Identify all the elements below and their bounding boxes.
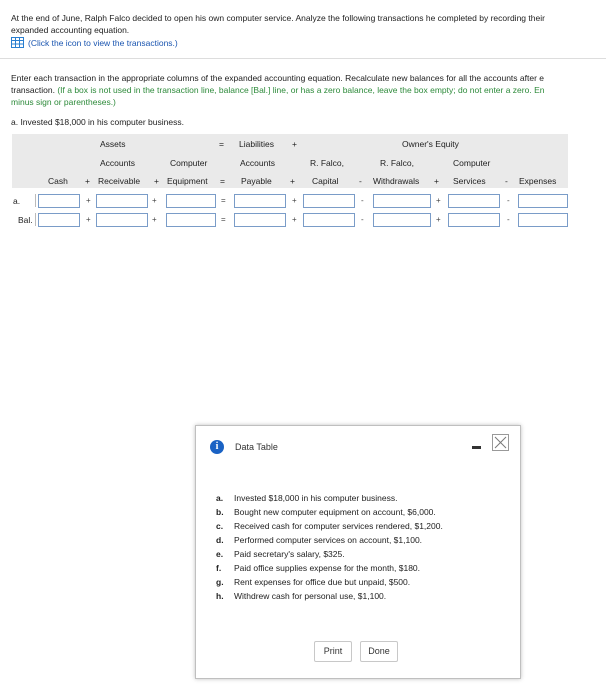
op-equals: = [220,176,225,186]
intro-line-1: At the end of June, Ralph Falco decided to open his own computer service. Analyze the following transactions he completed by recording their [11,13,545,23]
col-top-services: Computer [453,158,491,168]
withdrawals-input-bal[interactable] [373,213,431,227]
item-text: Bought new computer equipment on account, $6,000. [234,507,436,517]
intro-line-2: expanded accounting equation. [11,25,130,35]
list-item [216,492,506,504]
op-plus: + [85,176,90,186]
op-equals: = [221,196,226,205]
col-capital: Capital [312,176,339,186]
col-top-accounts-receivable: Accounts [100,158,135,168]
list-item [216,520,449,532]
col-top-withdrawals: R. Falco, [380,158,415,168]
assets-header: Assets [100,139,126,149]
plus-sign: + [292,139,297,149]
divider [35,194,36,207]
op-plus: + [152,196,157,205]
dialog-title: Data Table [235,442,278,452]
col-accounts-payable: Payable [241,176,272,186]
services-input-a[interactable] [448,194,500,208]
equals-sign: = [219,139,224,149]
instructions-line-2: transaction. [11,85,58,95]
item-key: g. [216,577,224,587]
capital-input-bal[interactable] [303,213,355,227]
op-minus: - [507,196,510,205]
data-table-dialog [195,425,521,679]
done-button[interactable]: Done [360,641,398,662]
info-icon: i [210,440,224,454]
instructions [11,72,606,108]
op-plus: + [436,215,441,224]
op-minus: - [507,215,510,224]
item-text: Withdrew cash for personal use, $1,100. [234,591,387,601]
receivable-input-a[interactable] [96,194,148,208]
item-key: e. [216,549,224,559]
col-top-capital: R. Falco, [310,158,345,168]
divider [0,58,606,59]
op-minus: - [361,196,364,205]
close-icon [493,435,508,450]
expenses-input-a[interactable] [518,194,568,208]
withdrawals-input-a[interactable] [373,194,431,208]
services-input-bal[interactable] [448,213,500,227]
col-computer-equipment: Equipment [167,176,208,186]
col-withdrawals: Withdrawals [373,176,420,186]
list-item [216,562,506,574]
capital-input-a[interactable] [303,194,355,208]
op-plus: + [290,176,295,186]
op-plus: + [86,215,91,224]
equation-table-header [12,134,568,188]
op-equals: = [221,215,226,224]
op-plus: + [154,176,159,186]
op-plus: + [292,196,297,205]
item-key: c. [216,521,224,531]
table-row-balance [0,212,606,228]
transactions-link-text[interactable]: (Click the icon to view the transactions.) [28,37,178,48]
item-key: h. [216,591,224,601]
equipment-input-a[interactable] [166,194,216,208]
owners-equity-header: Owner's Equity [402,139,459,149]
col-cash: Cash [48,176,68,186]
item-key: f. [216,563,222,573]
item-text: Received cash for computer services rendered, $1,200. [234,521,443,531]
cash-input-bal[interactable] [38,213,80,227]
list-item [216,506,506,518]
item-text: Paid office supplies expense for the month, $180. [234,563,421,573]
close-button[interactable] [492,434,509,451]
transactions-link[interactable] [11,37,178,48]
item-text: Rent expenses for office due but unpaid, $500. [234,577,411,587]
print-button[interactable]: Print [314,641,352,662]
item-key: d. [216,535,224,545]
transaction-a-heading: a. Invested $18,000 in his computer business. [11,117,184,127]
cash-input-a[interactable] [38,194,80,208]
instructions-note-2: minus sign or parentheses.) [11,97,116,107]
transactions-list [216,492,506,604]
liabilities-header: Liabilities [239,139,274,149]
table-icon[interactable] [11,37,24,48]
intro-text [11,12,606,36]
equipment-input-bal[interactable] [166,213,216,227]
col-top-computer-equipment: Computer [170,158,208,168]
op-plus: + [292,215,297,224]
list-item [216,548,506,560]
col-accounts-receivable: Receivable [98,176,141,186]
col-expenses: Expenses [519,176,557,186]
item-text: Performed computer services on account, $1,100. [234,535,423,545]
instructions-line-1: Enter each transaction in the appropriate columns of the expanded accounting equation. Recalculate new balances for all the accounts after e [11,73,545,83]
op-minus: - [359,176,362,186]
payable-input-a[interactable] [234,194,286,208]
list-item [216,576,506,588]
col-services: Services [453,176,486,186]
op-plus: + [436,196,441,205]
row-label: a. [13,196,21,206]
col-top-accounts-payable: Accounts [240,158,275,168]
list-item [216,590,506,602]
op-minus: - [505,176,508,186]
minimize-button[interactable] [472,446,481,449]
item-text: Invested $18,000 in his computer business. [234,493,398,503]
instructions-note: (If a box is not used in the transaction line, balance [Bal.] line, or has a zero balance, leave the box empty; do not enter a zero. En [57,85,545,95]
op-minus: - [361,215,364,224]
payable-input-bal[interactable] [234,213,286,227]
list-item [216,534,506,546]
op-plus: + [152,215,157,224]
table-row-a [0,193,606,209]
item-key: a. [216,493,224,503]
item-text: Paid secretary's salary, $325. [234,549,345,559]
expenses-input-bal[interactable] [518,213,568,227]
divider [35,213,36,226]
receivable-input-bal[interactable] [96,213,148,227]
row-label: Bal. [18,215,33,225]
item-key: b. [216,507,224,517]
op-plus: + [434,176,439,186]
op-plus: + [86,196,91,205]
